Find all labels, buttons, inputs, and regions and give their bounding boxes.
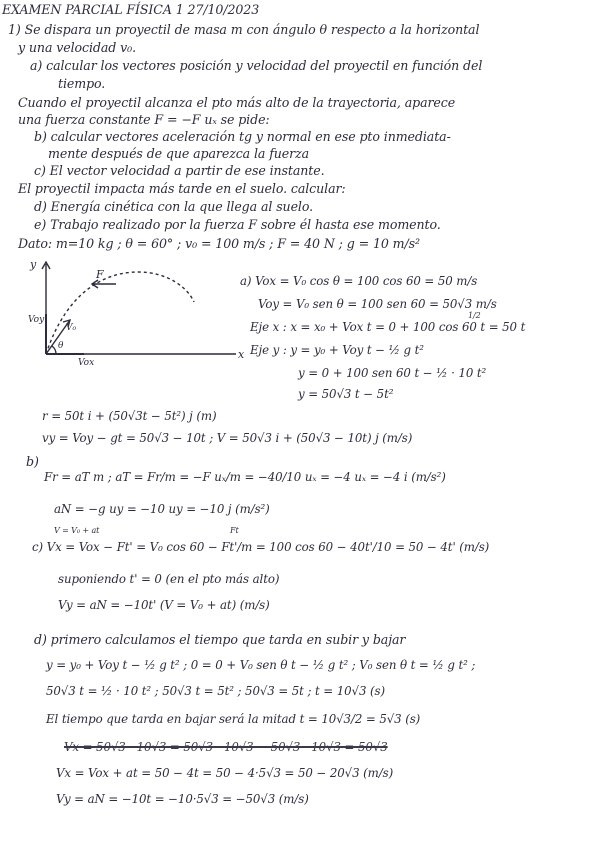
sol-d-vy-final: Vy = aN = −10t = −10·5√3 = −50√3 (m/s) — [56, 792, 309, 806]
v0-label: V₀ — [66, 323, 77, 333]
part-b-line-2: mente después de que aparezca la fuerza — [48, 146, 310, 161]
exam-title: EXAMEN PARCIAL FÍSICA 1 27/10/2023 — [2, 2, 260, 17]
sol-a-half-note: 1/2 — [468, 311, 481, 320]
sol-a-v0y: Voy = V₀ sen θ = 100 sen 60 = 50√3 m/s — [258, 297, 497, 311]
sol-d-intro: d) primero calculamos el tiempo que tarda en subir y bajar — [34, 632, 406, 647]
sol-c-assumption: suponiendo t' = 0 (en el pto más alto) — [58, 572, 280, 586]
context-line-1: Cuando el proyectil alcanza el pto más alto de la trayectoria, aparece — [18, 95, 456, 110]
sol-b-normal-accel: aN = −g uy = −10 uy = −10 j (m/s²) — [54, 502, 270, 516]
force-label: F — [96, 268, 104, 281]
sol-a-y-sub: y = 0 + 100 sen 60 t − ½ · 10 t² — [298, 366, 487, 380]
trajectory-curve — [46, 272, 194, 354]
given-data: Dato: m=10 kg ; θ = 60° ; v₀ = 100 m/s ; F = 40 N ; g = 10 m/s² — [18, 236, 420, 251]
context-line-2: una fuerza constante F = −F uₓ se pide: — [18, 112, 270, 127]
part-a-line-1: a) calcular los vectores posición y velocidad del proyectil en función del — [30, 58, 483, 73]
impact-statement: El proyectil impacta más tarde en el suelo. calcular: — [18, 181, 346, 196]
sol-d-vx-final: Vx = Vox + at = 50 − 4t = 50 − 4·5√3 = 50 − 20√3 (m/s) — [56, 766, 394, 780]
y-axis-label: y — [30, 258, 37, 271]
x-axis-label: x — [238, 348, 245, 361]
problem-intro-line-2: y una velocidad v₀. — [18, 40, 137, 55]
part-b-line-1: b) calcular vectores aceleración tg y normal en ese pto inmediata- — [34, 129, 451, 144]
sol-a-y-result: y = 50√3 t − 5t² — [298, 387, 394, 401]
part-e-statement: e) Trabajo realizado por la fuerza F sobre él hasta ese momento. — [34, 217, 441, 232]
sol-c-note: V = V₀ + at — [54, 526, 100, 535]
sol-b-label: b) — [26, 454, 39, 469]
sol-d-eq-1: y = y₀ + Voy t − ½ g t² ; 0 = 0 + V₀ sen θ t − ½ g t² ; V₀ sen θ t = ½ g t² ; — [46, 658, 476, 672]
sol-d-half-time: El tiempo que tarda en bajar será la mitad t = 10√3/2 = 5√3 (s) — [46, 712, 421, 726]
theta-arc — [52, 346, 56, 354]
part-c-statement: c) El vector velocidad a partir de ese instante. — [34, 163, 325, 178]
v0y-label: Voy — [28, 315, 45, 325]
sol-a-velocity-vector: vy = Voy − gt = 50√3 − 10t ; V = 50√3 i + (50√3 − 10t) j (m/s) — [42, 431, 413, 445]
sol-a-x-axis: Eje x : x = x₀ + Vox t = 0 + 100 cos 60 t = 50 t — [250, 320, 526, 334]
sol-c-note-ft: Ft — [230, 526, 239, 535]
sol-c-vx: c) Vx = Vox − Ft' = V₀ cos 60 − Ft'/m = 100 cos 60 − 40t'/10 = 50 − 4t' (m/s) — [32, 540, 490, 554]
projectile-diagram — [28, 258, 248, 368]
v0x-label: Vox — [78, 358, 95, 368]
part-d-statement: d) Energía cinética con la que llega al suelo. — [34, 199, 314, 214]
part-a-line-2: tiempo. — [58, 76, 106, 91]
theta-label: θ — [58, 341, 64, 351]
sol-c-vy: Vy = aN = −10t' (V = V₀ + at) (m/s) — [58, 598, 270, 612]
sol-a-y-axis: Eje y : y = y₀ + Voy t − ½ g t² — [250, 343, 424, 357]
sol-d-eq-2: 50√3 t = ½ · 10 t² ; 50√3 t = 5t² ; 50√3 = 5t ; t = 10√3 (s) — [46, 684, 385, 698]
sol-a-v0x: a) Vox = V₀ cos θ = 100 cos 60 = 50 m/s — [240, 274, 478, 288]
sol-b-tangential-accel: Fr = aT m ; aT = Fr/m = −F uₓ/m = −40/10 uₓ = −4 uₓ = −4 i (m/s²) — [44, 470, 446, 484]
sol-a-position-vector: r = 50t i + (50√3t − 5t²) j (m) — [42, 409, 217, 423]
sol-d-crossed-out-line: Vx = 50√3 · 10√3 = 50√3 · 10√3 − 50√3 · 10√3 = 50√3 — [64, 740, 388, 754]
problem-intro-line-1: 1) Se dispara un proyectil de masa m con ángulo θ respecto a la horizontal — [8, 22, 480, 37]
